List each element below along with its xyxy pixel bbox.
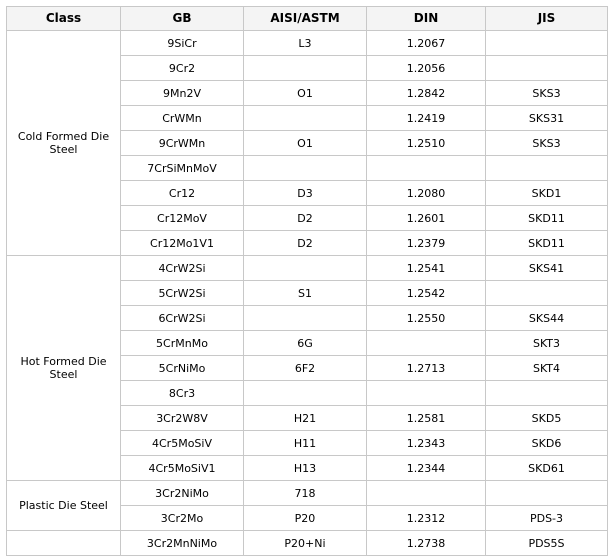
din-cell: 1.2067 xyxy=(367,31,486,56)
aisi-cell: H13 xyxy=(244,456,367,481)
aisi-cell xyxy=(244,256,367,281)
din-cell: 1.2379 xyxy=(367,231,486,256)
gb-cell: 9CrWMn xyxy=(121,131,244,156)
aisi-cell: 6G xyxy=(244,331,367,356)
jis-cell xyxy=(486,56,608,81)
class-cell xyxy=(7,531,121,556)
jis-cell: SKT4 xyxy=(486,356,608,381)
jis-cell: SKD11 xyxy=(486,231,608,256)
gb-cell: 3Cr2Mo xyxy=(121,506,244,531)
din-cell: 1.2550 xyxy=(367,306,486,331)
jis-cell: SKS44 xyxy=(486,306,608,331)
aisi-cell: H11 xyxy=(244,431,367,456)
aisi-cell: D3 xyxy=(244,181,367,206)
header-row xyxy=(7,7,608,31)
gb-cell: 5CrW2Si xyxy=(121,281,244,306)
jis-cell xyxy=(486,31,608,56)
jis-cell: SKS41 xyxy=(486,256,608,281)
class-cell: Cold Formed Die Steel xyxy=(7,31,121,256)
din-cell: 1.2344 xyxy=(367,456,486,481)
header-class: Class xyxy=(7,7,121,31)
din-cell: 1.2842 xyxy=(367,81,486,106)
header-jis: JIS xyxy=(486,7,608,31)
table-row xyxy=(7,481,608,506)
gb-cell: 9Mn2V xyxy=(121,81,244,106)
din-cell: 1.2738 xyxy=(367,531,486,556)
header-gb: GB xyxy=(121,7,244,31)
gb-cell: 7CrSiMnMoV xyxy=(121,156,244,181)
aisi-cell xyxy=(244,156,367,181)
aisi-cell xyxy=(244,56,367,81)
din-cell xyxy=(367,331,486,356)
din-cell: 1.2713 xyxy=(367,356,486,381)
jis-cell xyxy=(486,281,608,306)
aisi-cell: L3 xyxy=(244,31,367,56)
din-cell: 1.2419 xyxy=(367,106,486,131)
gb-cell: 3Cr2MnNiMo xyxy=(121,531,244,556)
din-cell: 1.2056 xyxy=(367,56,486,81)
steel-grade-table-container xyxy=(6,6,608,556)
gb-cell: Cr12 xyxy=(121,181,244,206)
gb-cell: 4Cr5MoSiV1 xyxy=(121,456,244,481)
gb-cell: CrWMn xyxy=(121,106,244,131)
aisi-cell: O1 xyxy=(244,81,367,106)
jis-cell: SKD5 xyxy=(486,406,608,431)
header-din: DIN xyxy=(367,7,486,31)
gb-cell: 4Cr5MoSiV xyxy=(121,431,244,456)
table-row xyxy=(7,531,608,556)
gb-cell: 9Cr2 xyxy=(121,56,244,81)
gb-cell: Cr12MoV xyxy=(121,206,244,231)
din-cell: 1.2312 xyxy=(367,506,486,531)
aisi-cell xyxy=(244,106,367,131)
gb-cell: 6CrW2Si xyxy=(121,306,244,331)
jis-cell: SKD6 xyxy=(486,431,608,456)
aisi-cell: S1 xyxy=(244,281,367,306)
din-cell: 1.2510 xyxy=(367,131,486,156)
din-cell: 1.2343 xyxy=(367,431,486,456)
din-cell xyxy=(367,156,486,181)
din-cell: 1.2080 xyxy=(367,181,486,206)
din-cell xyxy=(367,381,486,406)
aisi-cell: D2 xyxy=(244,231,367,256)
gb-cell: Cr12Mo1V1 xyxy=(121,231,244,256)
din-cell: 1.2601 xyxy=(367,206,486,231)
gb-cell: 5CrNiMo xyxy=(121,356,244,381)
jis-cell xyxy=(486,381,608,406)
jis-cell xyxy=(486,481,608,506)
class-cell: Plastic Die Steel xyxy=(7,481,121,531)
din-cell xyxy=(367,481,486,506)
aisi-cell: 6F2 xyxy=(244,356,367,381)
aisi-cell: P20+Ni xyxy=(244,531,367,556)
jis-cell: SKD1 xyxy=(486,181,608,206)
gb-cell: 5CrMnMo xyxy=(121,331,244,356)
jis-cell xyxy=(486,156,608,181)
jis-cell: SKD11 xyxy=(486,206,608,231)
gb-cell: 8Cr3 xyxy=(121,381,244,406)
jis-cell: SKS31 xyxy=(486,106,608,131)
steel-grade-table xyxy=(6,6,608,556)
jis-cell: SKS3 xyxy=(486,131,608,156)
table-row xyxy=(7,256,608,281)
din-cell: 1.2541 xyxy=(367,256,486,281)
din-cell: 1.2581 xyxy=(367,406,486,431)
jis-cell: SKS3 xyxy=(486,81,608,106)
gb-cell: 4CrW2Si xyxy=(121,256,244,281)
aisi-cell: 718 xyxy=(244,481,367,506)
aisi-cell xyxy=(244,306,367,331)
aisi-cell: O1 xyxy=(244,131,367,156)
jis-cell: SKT3 xyxy=(486,331,608,356)
table-body xyxy=(7,31,608,556)
aisi-cell: P20 xyxy=(244,506,367,531)
class-cell: Hot Formed Die Steel xyxy=(7,256,121,481)
gb-cell: 3Cr2NiMo xyxy=(121,481,244,506)
gb-cell: 9SiCr xyxy=(121,31,244,56)
aisi-cell: H21 xyxy=(244,406,367,431)
jis-cell: SKD61 xyxy=(486,456,608,481)
aisi-cell: D2 xyxy=(244,206,367,231)
jis-cell: PDS5S xyxy=(486,531,608,556)
aisi-cell xyxy=(244,381,367,406)
gb-cell: 3Cr2W8V xyxy=(121,406,244,431)
header-aisi-astm: AISI/ASTM xyxy=(244,7,367,31)
table-row xyxy=(7,31,608,56)
din-cell: 1.2542 xyxy=(367,281,486,306)
jis-cell: PDS-3 xyxy=(486,506,608,531)
